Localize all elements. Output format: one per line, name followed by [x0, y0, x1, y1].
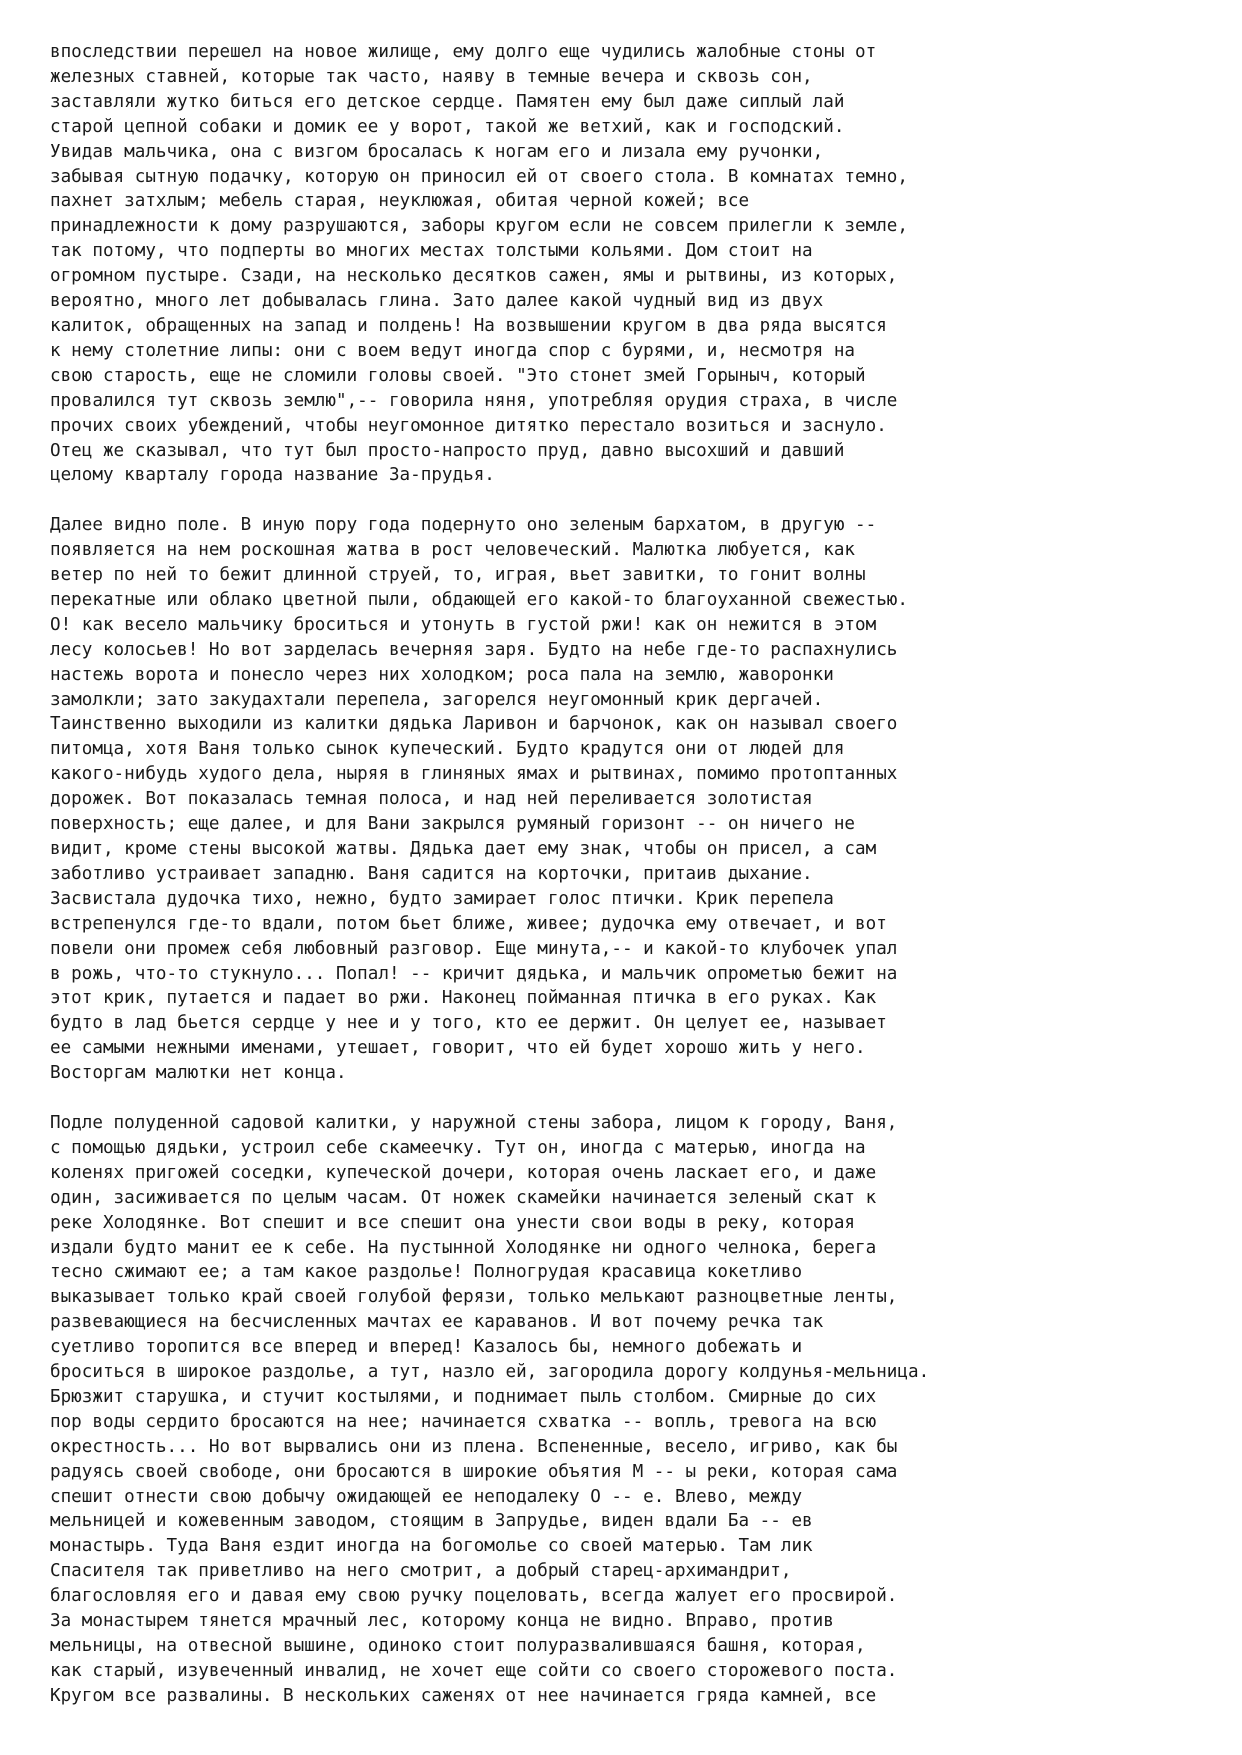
text-line: свою старость, еще не сломили головы своей. "Это стонет змей Горыныч, который: [50, 365, 866, 386]
text-line: суетливо торопится все вперед и вперед! Казалось бы, немного добежать и: [50, 1337, 803, 1358]
text-line: спешит отнести свою добычу ожидающей ее неподалеку О -- е. Влево, между: [50, 1486, 803, 1507]
text-line: питомца, хотя Ваня только сынок купеческий. Будто крадутся они от людей для: [50, 739, 845, 760]
text-line: железных ставней, которые так часто, наяву в темные вечера и сквозь сон,: [50, 66, 813, 87]
text-line: мельницы, на отвесной вышине, одиноко стоит полуразвалившаяся башня, которая,: [50, 1636, 866, 1656]
text-line: заботливо устраивает западню. Ваня садится на корточки, притаив дыхание.: [50, 863, 813, 884]
text-line: коленях пригожей соседки, купеческой дочери, которая очень ласкает его, и даже: [50, 1162, 877, 1183]
text-line: Таинственно выходили из калитки дядька Ларивон и барчонок, как он называл своего: [50, 714, 898, 735]
text-line: провалился тут сквозь землю",-- говорила няня, употребляя орудия страха, в числе: [50, 390, 898, 411]
text-line: принадлежности к дому разрушаются, заборы кругом если не совсем прилегли к земле,: [50, 216, 908, 237]
paragraph-3: [50, 1111, 1210, 1709]
text-line: встрепенулся где-то вдали, потом бьет ближе, живее; дудочка ему отвечает, и вот: [50, 913, 887, 934]
text-line: замолкли; зато закудахтали перепела, загорелся неугомонный крик дергачей.: [50, 689, 824, 710]
text-line: Восторгам малютки нет конца.: [50, 1063, 347, 1084]
text-line: выказывает только край своей голубой ферязи, только мелькают разноцветные ленты,: [50, 1287, 898, 1308]
paragraph-gap: [50, 1086, 1210, 1111]
text-line: ветер по ней то бежит длинной струей, то, играя, вьет завитки, то гонит волны: [50, 565, 866, 586]
paragraph-1: [50, 40, 1210, 488]
text-line: видит, кроме стены высокой жатвы. Дядька дает ему знак, чтобы он присел, а сам: [50, 839, 877, 859]
text-line: прочих своих убеждений, чтобы неугомонное дитятко перестало возиться и заснуло.: [50, 415, 887, 436]
text-line: поверхность; еще далее, и для Вани закрылся румяный горизонт -- он ничего не: [50, 814, 856, 835]
text-line: забывая сытную подачку, которую он приносил ей от своего стола. В комнатах темно,: [50, 166, 908, 187]
text-line: издали будто манит ее к себе. На пустынной Холодянке ни одного челнока, берега: [50, 1237, 877, 1258]
text-line: Увидав мальчика, она с визгом бросалась к ногам его и лизала ему ручонки,: [50, 141, 824, 162]
text-line: Брюзжит старушка, и стучит костылями, и поднимает пыль столбом. Смирные до сих: [50, 1386, 877, 1407]
text-line: Спасителя так приветливо на него смотрит, а добрый старец-архимандрит,: [50, 1561, 792, 1582]
text-line: Засвистала дудочка тихо, нежно, будто замирает голос птички. Крик перепела: [50, 888, 834, 909]
text-line: пор воды сердито бросаются на нее; начинается схватка -- вопль, тревога на всю: [50, 1411, 877, 1432]
text-line: калиток, обращенных на запад и полдень! На возвышении кругом в два ряда высятся: [50, 315, 887, 336]
text-line: Далее видно поле. В иную пору года подернуто оно зеленым бархатом, в другую --: [50, 515, 877, 536]
text-line: этот крик, путается и падает во ржи. Наконец пойманная птичка в его руках. Как: [50, 988, 877, 1009]
text-line: в рожь, что-то стукнуло... Попал! -- кричит дядька, и мальчик опрометью бежит на: [50, 963, 898, 984]
text-line: Отец же сказывал, что тут был просто-напросто пруд, давно высохший и давший: [50, 440, 845, 461]
text-line: Подле полуденной садовой калитки, у наружной стены забора, лицом к городу, Ваня,: [50, 1112, 898, 1133]
paragraph-2: [50, 513, 1210, 1086]
text-line: впоследствии перешел на новое жилище, ему долго еще чудились жалобные стоны от: [50, 42, 877, 62]
text-line: окрестность... Но вот вырвались они из плена. Вспененные, весело, игриво, как бы: [50, 1436, 898, 1457]
text-line: броситься в широкое раздолье, а тут, назло ей, загородила дорогу колдунья-мельница.: [50, 1362, 930, 1383]
paragraph-gap: [50, 488, 1210, 513]
text-line: лесу колосьев! Но вот зарделась вечерняя заря. Будто на небе где-то распахнулись: [50, 639, 898, 660]
text-line: перекатные или облако цветной пыли, обдающей его какой-то благоуханной свежестью.: [50, 589, 908, 610]
text-line: О! как весело мальчику броситься и утонуть в густой ржи! как он нежится в этом: [50, 614, 877, 635]
text-line: За монастырем тянется мрачный лес, которому конца не видно. Вправо, против: [50, 1611, 834, 1632]
text-line: повели они промеж себя любовный разговор. Еще минута,-- и какой-то клубочек упал: [50, 938, 898, 959]
text-line: как старый, изувеченный инвалид, не хочет еще сойти со своего сторожевого поста.: [50, 1660, 898, 1681]
text-line: дорожек. Вот показалась темная полоса, и над ней переливается золотистая: [50, 789, 813, 810]
text-line: вероятно, много лет добывалась глина. Зато далее какой чудный вид из двух: [50, 291, 824, 312]
text-line: радуясь своей свободе, они бросаются в широкие объятия М -- ы реки, которая сама: [50, 1461, 898, 1482]
text-line: старой цепной собаки и домик ее у ворот, такой же ветхий, как и господский.: [50, 116, 845, 137]
text-line: ее самыми нежными именами, утешает, говорит, что ей будет хорошо жить у него.: [50, 1038, 866, 1059]
text-line: тесно сжимают ее; а там какое раздолье! Полногрудая красавица кокетливо: [50, 1262, 803, 1283]
text-line: развевающиеся на бесчисленных мачтах ее караванов. И вот почему речка так: [50, 1312, 824, 1333]
document-page: [50, 40, 1210, 1709]
text-line: с помощью дядьки, устроил себе скамеечку. Тут он, иногда с матерью, иногда на: [50, 1137, 866, 1158]
text-line: огромном пустыре. Сзади, на несколько десятков сажен, ямы и рытвины, из которых,: [50, 266, 898, 287]
text-line: появляется на нем роскошная жатва в рост человеческий. Малютка любуется, как: [50, 540, 856, 561]
text-line: пахнет затхлым; мебель старая, неуклюжая, обитая черной кожей; все: [50, 191, 750, 212]
text-line: реке Холодянке. Вот спешит и все спешит она унести свои воды в реку, которая: [50, 1212, 856, 1233]
text-line: заставляли жутко биться его детское сердце. Памятен ему был даже сиплый лай: [50, 91, 845, 112]
text-line: мельницей и кожевенным заводом, стоящим в Запрудье, виден вдали Ба -- ев: [50, 1511, 813, 1532]
text-line: настежь ворота и понесло через них холодком; роса пала на землю, жаворонки: [50, 664, 834, 685]
text-line: целому кварталу города название За-прудья.: [50, 465, 495, 486]
text-line: монастырь. Туда Ваня ездит иногда на богомолье со своей матерью. Там лик: [50, 1536, 813, 1557]
text-line: какого-нибудь худого дела, ныряя в глиняных ямах и рытвинах, помимо протоптанных: [50, 764, 898, 785]
text-line: благословляя его и давая ему свою ручку поцеловать, всегда жалует его просвирой.: [50, 1586, 898, 1607]
text-line: Кругом все развалины. В нескольких саженях от нее начинается гряда камней, все: [50, 1685, 877, 1706]
text-line: будто в лад бьется сердце у нее и у того, кто ее держит. Он целует ее, называет: [50, 1013, 887, 1034]
text-line: к нему столетние липы: они с воем ведут иногда спор с бурями, и, несмотря на: [50, 340, 856, 361]
text-line: один, засиживается по целым часам. От ножек скамейки начинается зеленый скат к: [50, 1187, 877, 1208]
text-line: так потому, что подперты во многих местах толстыми кольями. Дом стоит на: [50, 241, 813, 262]
